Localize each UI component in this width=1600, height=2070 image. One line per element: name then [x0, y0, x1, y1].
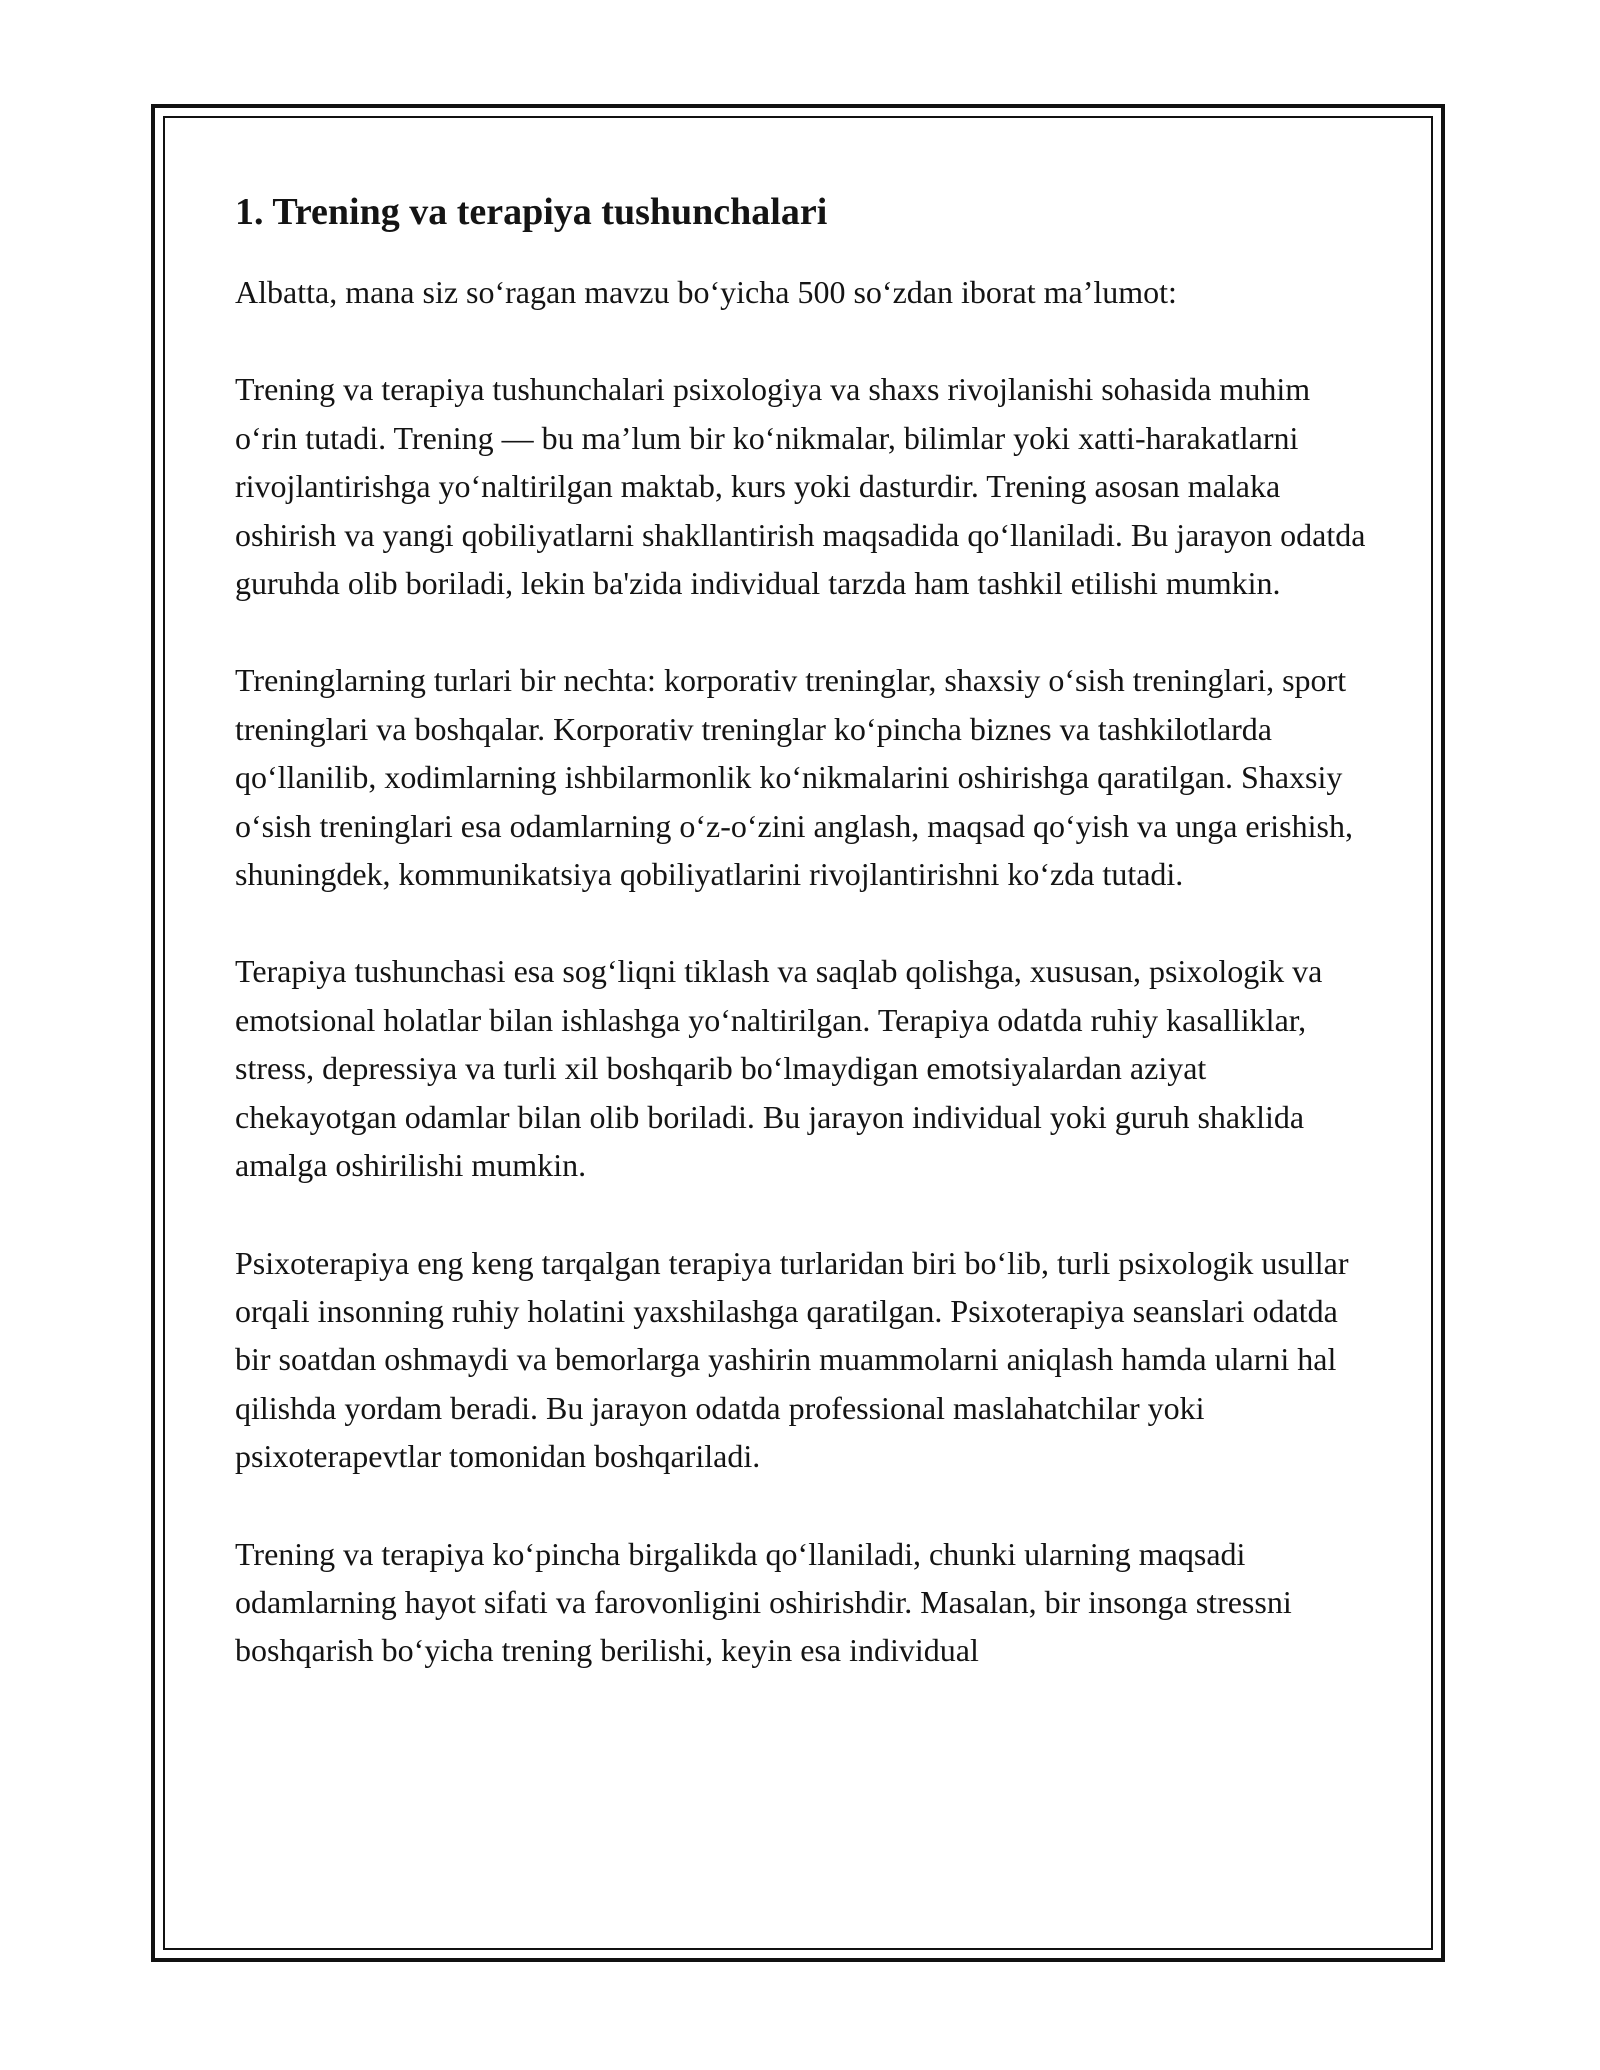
- paragraph-1: Trening va terapiya tushunchalari psixologiya va shaxs rivojlanishi sohasida muhim o‘rin tutadi. Trening — bu ma’lum bir ko‘nikmalar, bilimlar yoki xatti-harakatlarni rivojlantirishga yo‘naltirilgan maktab, kurs yoki dasturdir. Trening asosan malaka oshirish va yangi qobiliyatlarni shakllantirish maqsadida qo‘llaniladi. Bu jarayon odatda guruhda olib boriladi, lekin ba'zida individual tarzda ham tashkil etilishi mumkin.: [235, 371, 1366, 602]
- intro-paragraph: Albatta, mana siz so‘ragan mavzu bo‘yicha 500 so‘zdan iborat ma’lumot:: [235, 274, 1177, 310]
- section-heading: 1. Trening va terapiya tushunchalari: [235, 191, 828, 233]
- document-body: [235, 186, 1375, 1724]
- paragraph-2: Treninglarning turlari bir nechta: korporativ treninglar, shaxsiy o‘sish treninglari, sport treninglari va boshqalar. Korporativ treninglar ko‘pincha biznes va tashkilotlarda qo‘llanilib, xodimlarning ishbilarmonlik ko‘nikmalarini oshirishga qaratilgan. Shaxsiy o‘sish treninglari esa odamlarning o‘z-o‘zini anglash, maqsad qo‘yish va unga erishish, shuningdek, kommunikatsiya qobiliyatlarini rivojlantirishni ko‘zda tutadi.: [235, 662, 1353, 893]
- paragraph-3: Terapiya tushunchasi esa sog‘liqni tiklash va saqlab qolishga, xususan, psixologik va emotsional holatlar bilan ishlashga yo‘naltirilgan. Terapiya odatda ruhiy kasalliklar, stress, depressiya va turli xil boshqarib bo‘lmaydigan emotsiyalardan aziyat chekayotgan odamlar bilan olib boriladi. Bu jarayon individual yoki guruh shaklida amalga oshirilishi mumkin.: [235, 953, 1323, 1184]
- paragraph-5: Trening va terapiya ko‘pincha birgalikda qo‘llaniladi, chunki ularning maqsadi odamlarning hayot sifati va farovonligini oshirishdir. Masalan, bir insonga stressni boshqarish bo‘yicha trening berilishi, keyin esa individual: [235, 1535, 1292, 1669]
- paragraph-4: Psixoterapiya eng keng tarqalgan terapiya turlaridan biri bo‘lib, turli psixologik usullar orqali insonning ruhiy holatini yaxshilashga qaratilgan. Psixoterapiya seanslari odatda bir soatdan oshmaydi va bemorlarga yashirin muammolarni aniqlash hamda ularni hal qilishda yordam beradi. Bu jarayon odatda professional maslahatchilar yoki psixoterapevtlar tomonidan boshqariladi.: [235, 1244, 1349, 1475]
